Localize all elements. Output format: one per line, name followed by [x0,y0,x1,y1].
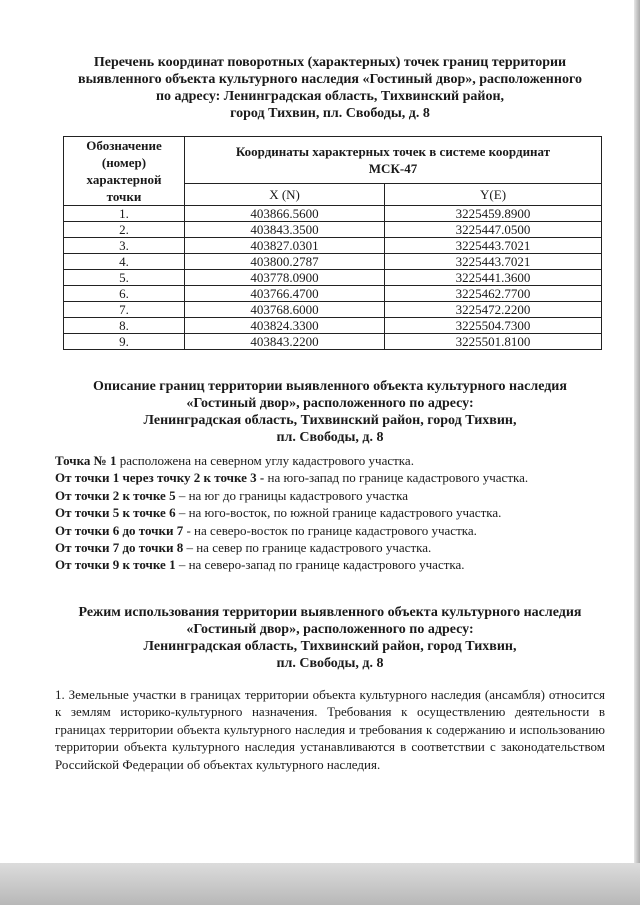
x-column-header: X (N) [185,184,385,206]
description-item: Точка № 1 расположена на северном углу кадастрового участка. [55,453,414,468]
table-row: 9. 403843.2200 3225501.8100 [64,334,602,350]
y-column-header: Y(E) [385,184,602,206]
usage-regime-title [40,604,620,672]
boundary-description-title [40,378,620,446]
title-line: Описание границ территории выявленного объекта культурного наследия [93,379,567,394]
table-row: 2. 403843.3500 3225447.0500 [64,222,602,238]
description-item: От точки 2 к точке 5 – на юг до границы кадастрового участка [55,487,409,503]
title-line: «Гостиный двор», расположенного по адресу: [186,396,474,411]
table-row: 6. 403766.4700 3225462.7700 [64,286,602,302]
title-line: Перечень координат поворотных (характерных) точек границ территории [93,55,567,70]
usage-regime-paragraph: 1. Земельные участки в границах территории объекта культурного наследия (ансамбля) относится к землям историко-культурного назначения. Требования к осуществлению деятельности в границах территории объекта культурного наследия и требования к содержанию и использованию территории объекта культурного наследия устанавливаются в соответствии с законодательством Российской Федерации об объектах культурного наследия. [55,687,605,772]
description-item: От точки 7 до точки 8 – на север по границе кадастрового участка. [55,540,432,556]
table-row: 4. 403800.2787 3225443.7021 [64,254,602,270]
coordinates-list-title [40,54,620,122]
coordinates-table [63,136,602,350]
title-line: по адресу: Ленинградская область, Тихвинский район, [155,89,505,104]
description-item: От точки 1 через точку 2 к точке 3 - на юго-запад по границе кадастрового участка. [55,470,529,486]
table-header-row [64,137,602,184]
title-line: выявленного объекта культурного наследия «Гостиный двор», расположенного [78,72,582,87]
table-row: 8. 403824.3300 3225504.7300 [64,318,602,334]
description-item: От точки 9 к точке 1 – на северо-запад по границе кадастрового участка. [55,557,465,573]
table-row: 7. 403768.6000 3225472.2200 [64,302,602,318]
title-line: город Тихвин, пл. Свободы, д. 8 [230,106,430,121]
description-item: От точки 6 до точки 7 - на северо-восток по границе кадастрового участка. [55,522,477,538]
boundary-description [55,452,605,574]
title-line: Ленинградская область, Тихвинский район, город Тихвин, [143,639,517,654]
scan-edge-shadow [634,0,640,905]
title-line: пл. Свободы, д. 8 [276,656,384,671]
title-line: Режим использования территории выявленного объекта культурного наследия [78,605,582,620]
description-item: От точки 5 к точке 6 – на юго-восток, по южной границе кадастрового участка. [55,505,502,521]
point-number-header: Обозначение (номер) характерной точки [64,137,185,206]
title-line: Ленинградская область, Тихвинский район, город Тихвин, [143,413,517,428]
table-row: 3. 403827.0301 3225443.7021 [64,238,602,254]
scan-bottom-shadow [0,863,640,905]
table-row: 1. 403866.5600 3225459.8900 [64,206,602,222]
title-line: пл. Свободы, д. 8 [276,430,384,445]
table-row: 5. 403778.0900 3225441.3600 [64,270,602,286]
coordinates-system-header: Координаты характерных точек в системе координат МСК-47 [185,137,602,184]
title-line: «Гостиный двор», расположенного по адресу: [186,622,474,637]
